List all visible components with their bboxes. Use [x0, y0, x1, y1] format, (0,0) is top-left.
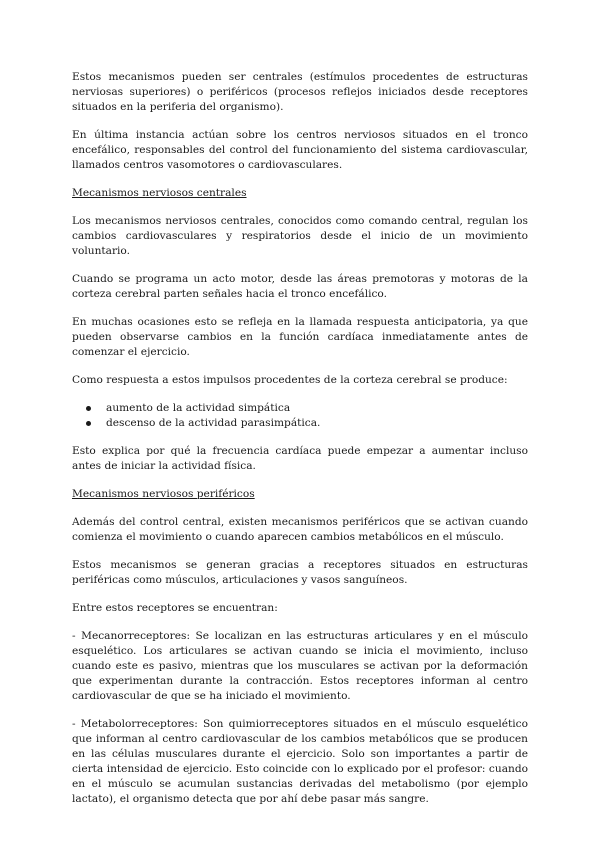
paragraph-motor-act: Cuando se programa un acto motor, desde las áreas premotoras y motoras de la corteza cerebral parten señales hacia el tronco encefálico.	[72, 273, 528, 300]
paragraph-anticipatory-response: En muchas ocasiones esto se refleja en la llamada respuesta anticipatoria, ya que pueden observarse cambios en la función cardíaca inmediatamente antes de comenzar el ejercicio.	[72, 316, 528, 358]
paragraph-central-command: Los mecanismos nerviosos centrales, conocidos como comando central, regulan los cambios cardiovasculares y respiratorios desde el inicio de un movimiento voluntario.	[72, 215, 528, 257]
paragraph-mechanoreceptors: - Mecanorreceptores: Se localizan en las estructuras articulares y en el músculo esquelético. Los articulares se activan cuando se inicia el movimiento, incluso cuando este es pasivo, mientras que los musculares se activan por la deformación que experimentan durante la contracción. Estos receptores informan al centro cardiovascular de que se ha iniciado el movimiento.	[72, 630, 528, 702]
list-item	[94, 401, 528, 416]
list-item	[94, 416, 528, 431]
paragraph-heart-rate: Esto explica por qué la frecuencia cardíaca puede empezar a aumentar incluso antes de iniciar la actividad física.	[72, 445, 528, 472]
list-item-text: aumento de la actividad simpática	[106, 402, 291, 414]
section-heading-peripheral: Mecanismos nerviosos periféricos	[72, 488, 255, 500]
paragraph-metaboreceptors: - Metabolorreceptores: Son quimiorreceptores situados en el músculo esquelético que informan al centro cardiovascular de los cambios metabólicos que se producen en las células musculares durante el ejercicio. Solo son importantes a partir de cierta intensidad de ejercicio. Esto coincide con lo explicado por el profesor: cuando en el músculo se acumulan sustancias derivadas del metabolismo (por ejemplo lactato), el organismo detecta que por ahí debe pasar más sangre.	[72, 718, 528, 805]
paragraph-receptors-intro: Entre estos receptores se encuentran:	[72, 602, 278, 614]
bullet-icon	[86, 406, 91, 411]
paragraph-central-peripheral: Estos mecanismos pueden ser centrales (estímulos procedentes de estructuras nerviosas superiores) o periféricos (procesos reflejos iniciados desde receptores situados en la periferia del organismo).	[72, 71, 528, 113]
paragraph-receptors-location: Estos mecanismos se generan gracias a receptores situados en estructuras periféricas como músculos, articulaciones y vasos sanguíneos.	[72, 559, 528, 586]
list-item-text: descenso de la actividad parasimpática.	[106, 417, 321, 429]
document-page	[72, 70, 528, 820]
paragraph-brainstem-centers: En última instancia actúan sobre los centros nerviosos situados en el tronco encefálico, responsables del control del funcionamiento del sistema cardiovascular, llamados centros vasomotores o cardiovasculares.	[72, 129, 528, 171]
paragraph-response-intro: Como respuesta a estos impulsos procedentes de la corteza cerebral se produce:	[72, 374, 508, 386]
paragraph-peripheral-mechanisms: Además del control central, existen mecanismos periféricos que se activan cuando comienza el movimiento o cuando aparecen cambios metabólicos en el músculo.	[72, 516, 528, 543]
bullet-list	[72, 401, 528, 431]
bullet-icon	[86, 421, 91, 426]
section-heading-central: Mecanismos nerviosos centrales	[72, 187, 247, 199]
